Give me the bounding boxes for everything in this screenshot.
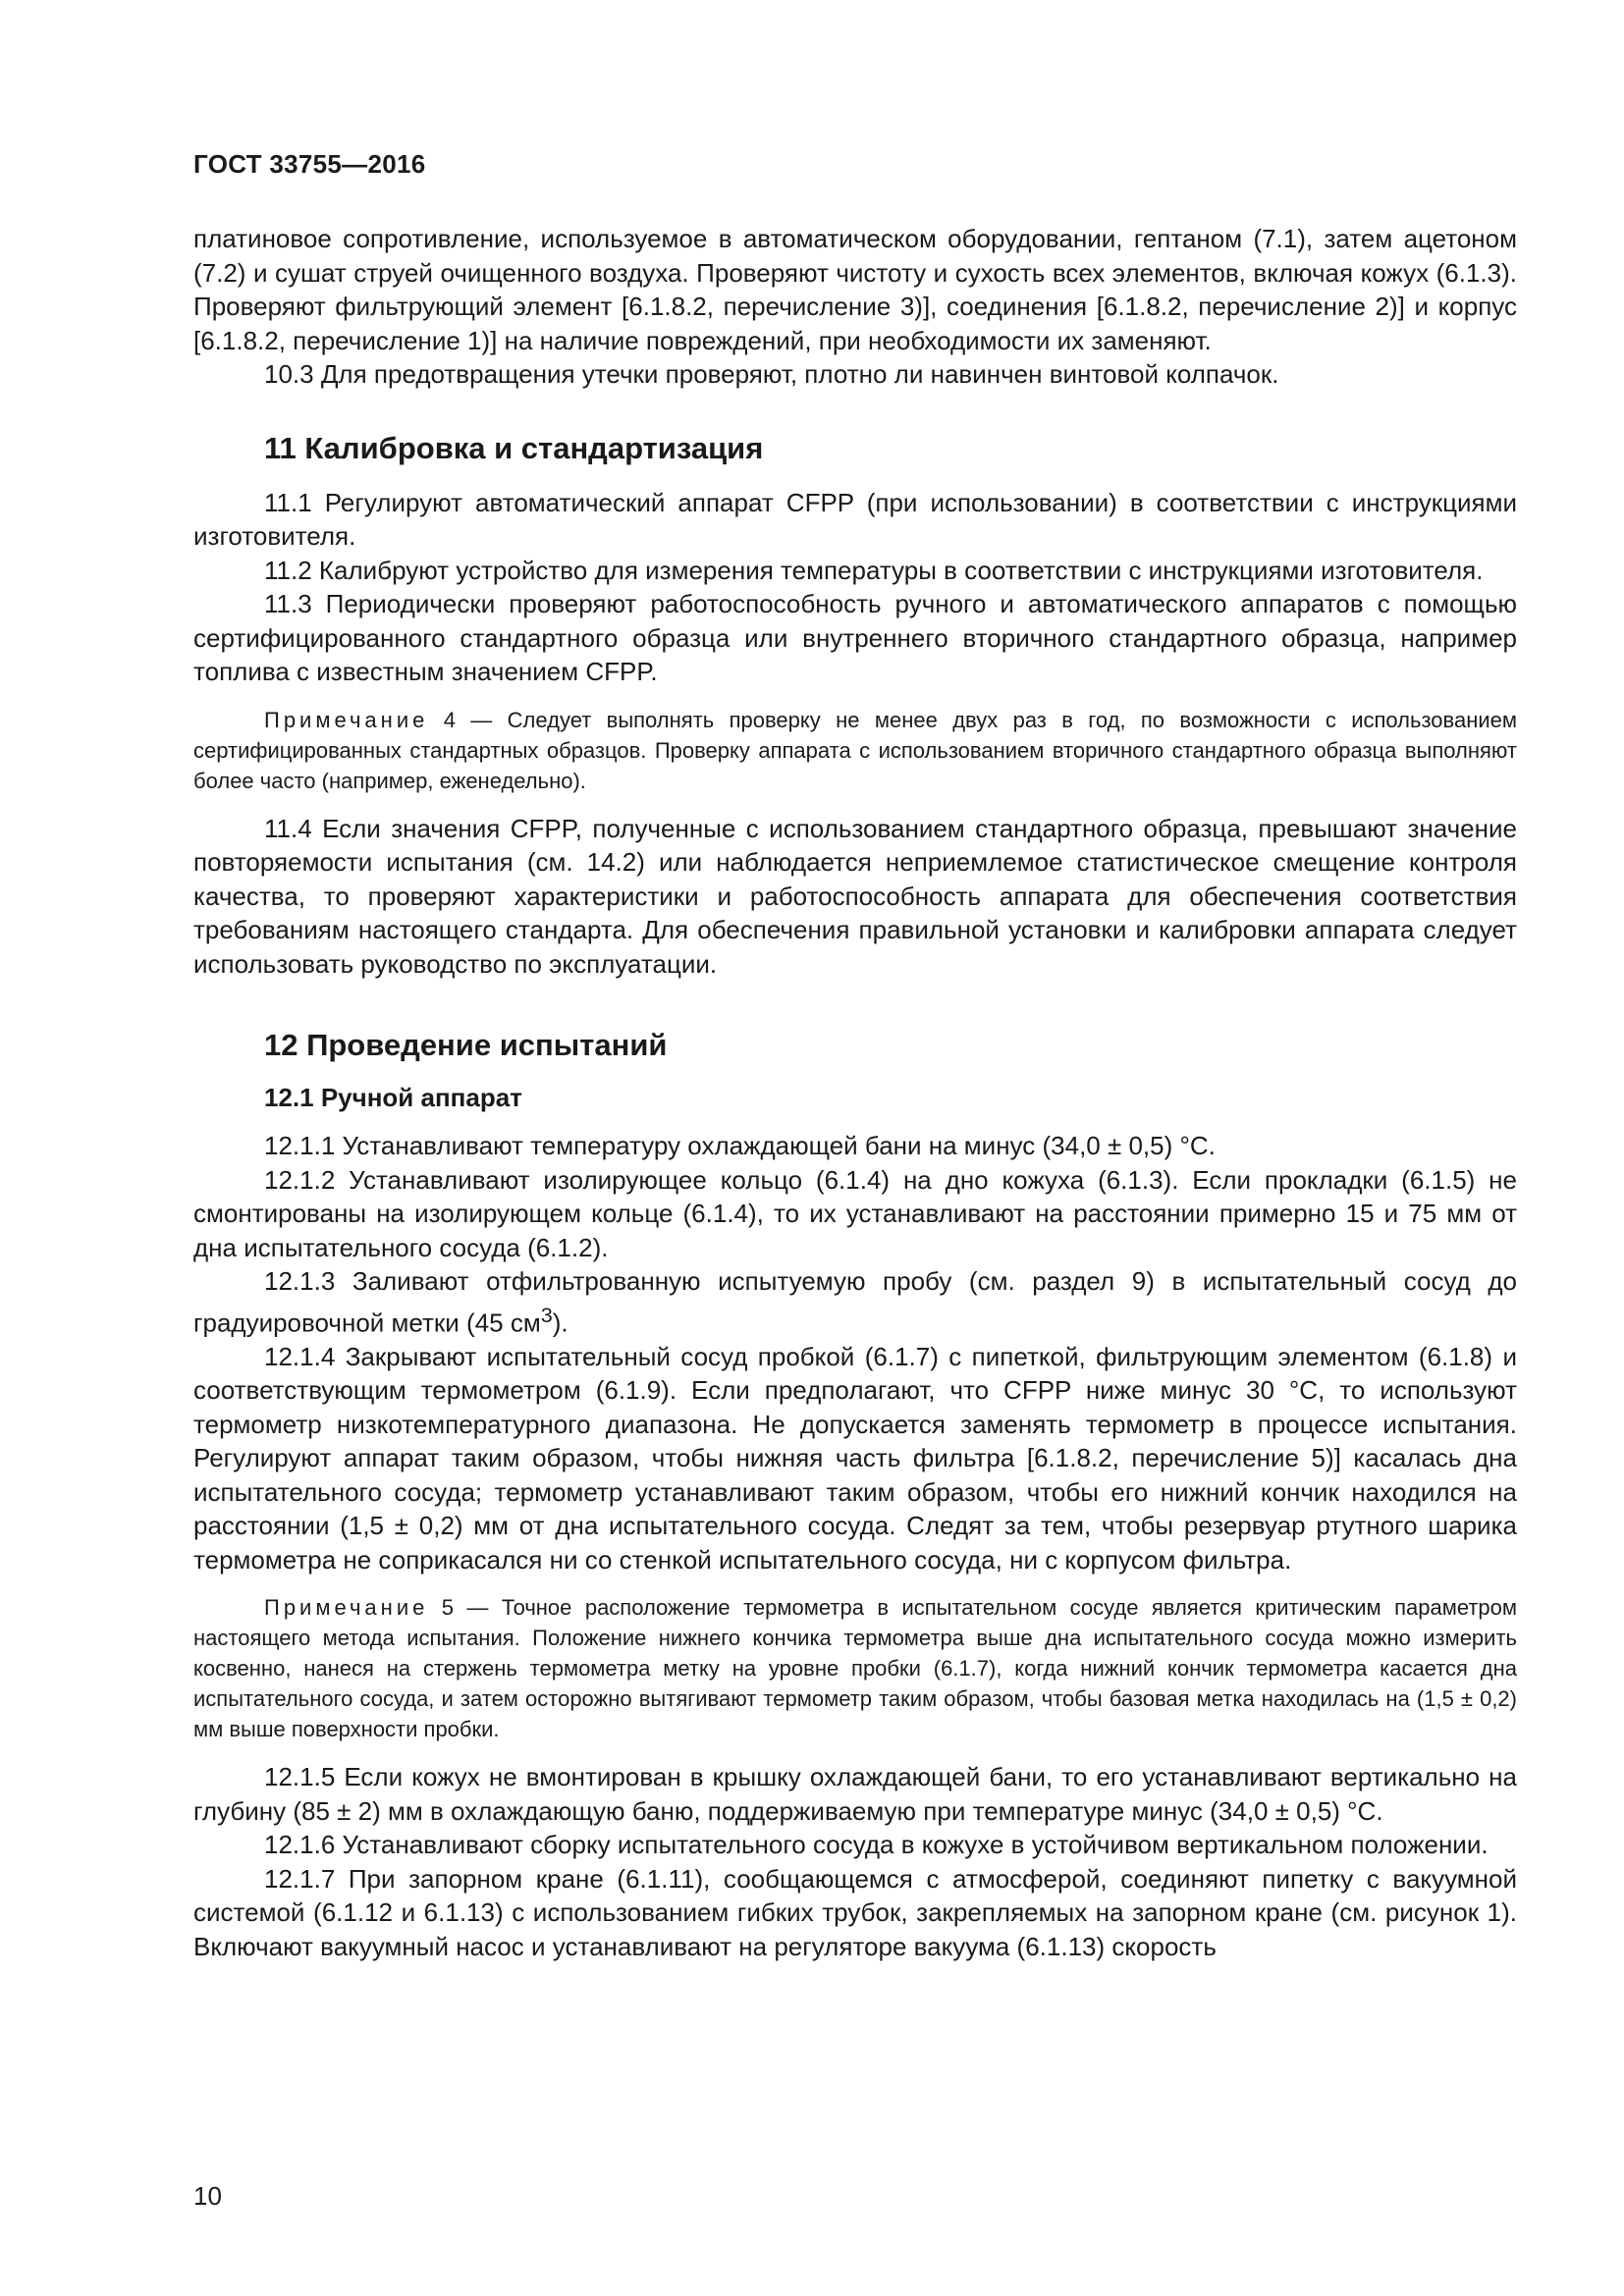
- page-number: 10: [193, 2181, 222, 2211]
- paragraph-12-1-5: 12.1.5 Если кожух не вмонтирован в крышку охлаждающей бани, то его устанавливают вертикально на глубину (85 ± 2) мм в охлаждающую баню, поддерживаемую при температуре минус (34,0 ± 0,5) °С.: [193, 1762, 1517, 1826]
- paragraph-12-1-3-end: ).: [552, 1308, 568, 1338]
- paragraph-12-1-6: 12.1.6 Устанавливают сборку испытательного сосуда в кожухе в устойчивом вертикальном положении.: [264, 1830, 1489, 1860]
- note-4-text: 4 — Следует выполнять проверку не менее двух раз в год, по возможности с использованием сертифицированных стандартных образцов. Проверку аппарата с использованием вторичного стандартного образца выполняют более часто (например, еженедельно).: [193, 707, 1517, 793]
- note-4-label: Примечание: [264, 707, 429, 732]
- paragraph-10-3: 10.3 Для предотвращения утечки проверяют, плотно ли навинчен винтовой колпачок.: [264, 359, 1279, 389]
- paragraph-11-4: 11.4 Если значения CFPP, полученные с использованием стандартного образца, превышают значение повторяемости испытания (см. 14.2) или наблюдается неприемлемое статистическое смещение контроля качества, то проверяют характеристики и работоспособность аппарата для обеспечения соответствия требованиям настоящего стандарта. Для обеспечения правильной установки и калибровки аппарата следует использовать руководство по эксплуатации.: [193, 813, 1517, 979]
- paragraph-11-2: 11.2 Калибруют устройство для измерения температуры в соответствии с инструкциями изготовителя.: [264, 555, 1484, 585]
- paragraph-12-1-3-text: 12.1.3 Заливают отфильтрованную испытуемую пробу (см. раздел 9) в испытательный сосуд до градуировочной метки (45 см: [193, 1266, 1517, 1338]
- note-5-label: Примечание: [264, 1595, 429, 1621]
- note-5: [193, 1592, 1517, 1744]
- paragraph-12-1-1: 12.1.1 Устанавливают температуру охлаждающей бани на минус (34,0 ± 0,5) °С.: [264, 1131, 1216, 1160]
- subsection-12-1-heading: 12.1 Ручной аппарат: [264, 1083, 522, 1112]
- note-5-text: 5 — Точное расположение термометра в испытательном сосуде является критическим параметром настоящего метода испытания. Положение нижнего кончика термометра выше дна испытательного сосуда можно измерить косвенно, нанеся на стержень термометра метку на уровне пробки (6.1.7), когда нижний кончик термометра касается дна испытательного сосуда, и затем осторожно вытягивают термометр таким образом, чтобы базовая метка находилась на (1,5 ± 0,2) мм выше поверхности пробки.: [193, 1595, 1517, 1742]
- paragraph-continuation: платиновое сопротивление, используемое в автоматическом оборудовании, гептаном (7.1), затем ацетоном (7.2) и сушат струей очищенного воздуха. Проверяют чистоту и сухость всех элементов, включая кожух (6.1.3). Проверяют фильтрующий элемент [6.1.8.2, перечисление 3)], соединения [6.1.8.2, перечисление 2)] и корпус [6.1.8.2, перечисление 1)] на наличие повреждений, при необходимости их заменяют.: [193, 224, 1517, 355]
- paragraph-12-1-7: 12.1.7 При запорном кране (6.1.11), сообщающемся с атмосферой, соединяют пипетку с вакуумной системой (6.1.12 и 6.1.13) с использованием гибких трубок, закрепляемых на запорном кране (см. рисунок 1). Включают вакуумный насос и устанавливают на регуляторе вакуума (6.1.13) скорость: [193, 1863, 1517, 1961]
- note-4: [193, 705, 1517, 796]
- section-11-heading: 11 Калибровка и стандартизация: [264, 430, 764, 465]
- superscript-3: 3: [540, 1302, 553, 1327]
- document-header: ГОСТ 33755—2016: [193, 149, 426, 179]
- page-body: [193, 222, 1517, 1963]
- paragraph-11-3: 11.3 Периодически проверяют работоспособность ручного и автоматического аппаратов с помощью сертифицированного стандартного образца или внутреннего вторичного стандартного образца, например топлива с известным значением CFPP.: [193, 589, 1517, 686]
- section-12-heading: 12 Проведение испытаний: [264, 1028, 668, 1062]
- paragraph-12-1-3: [193, 1264, 1517, 1340]
- paragraph-12-1-4: 12.1.4 Закрывают испытательный сосуд пробкой (6.1.7) с пипеткой, фильтрующим элементом (6.1.8) и соответствующим термометром (6.1.9). Если предполагают, что CFPP ниже минус 30 °С, то используют термометр низкотемпературного диапазона. Не допускается заменять термометр в процессе испытания. Регулируют аппарат таким образом, чтобы нижняя часть фильтра [6.1.8.2, перечисление 5)] касалась дна испытательного сосуда; термометр устанавливают таким образом, чтобы его нижний кончик находился на расстоянии (1,5 ± 0,2) мм от дна испытательного сосуда. Следят за тем, чтобы резервуар ртутного шарика термометра не соприкасался ни со стенкой испытательного сосуда, ни с корпусом фильтра.: [193, 1341, 1517, 1575]
- paragraph-12-1-2: 12.1.2 Устанавливают изолирующее кольцо (6.1.4) на дно кожуха (6.1.3). Если прокладки (6.1.5) не смонтированы на изолирующем кольце (6.1.4), то их устанавливают на расстоянии примерно 15 и 75 мм от дна испытательного сосуда (6.1.2).: [193, 1164, 1517, 1262]
- paragraph-11-1: 11.1 Регулируют автоматический аппарат CFPP (при использовании) в соответствии с инструкциями изготовителя.: [193, 487, 1518, 551]
